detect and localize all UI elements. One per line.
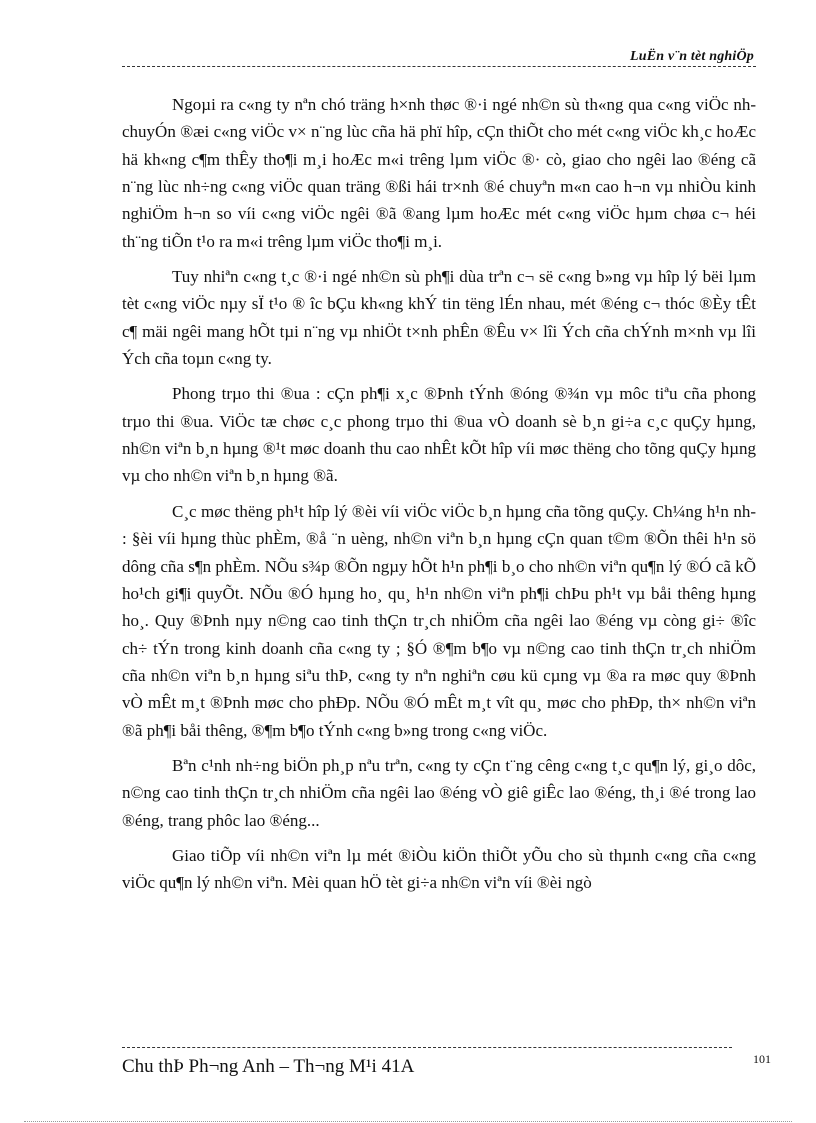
- paragraph: Tuy nhiªn c«ng t¸c ®·i ngé nh©n sù ph¶i dùa trªn c¬ së c«ng b»ng vµ hîp lý bëi lµm tèt c«ng viÖc nµy sÏ t¹o ® îc bÇu kh«ng khÝ tin tëng lÉn nhau, mét ®éng c¬ thóc ®Èy tÊt c¶ mäi ngêi mang hÕt tµi n¨ng vµ nhiÖt t×nh phÊn ®Êu v× lîi Ých cña chÝnh m×nh vµ lîi Ých cña toµn c«ng ty.: [122, 267, 756, 369]
- paragraph: Phong trµo thi ®ua : cÇn ph¶i x¸c ®Þnh tÝnh ®óng ®¾n vµ môc tiªu cña phong trµo thi ®ua. ViÖc tæ chøc c¸c phong trµo thi ®ua vÒ doanh sè b¸n gi÷a c¸c quÇy hµng, nh©n viªn b¸n hµng ®¹t møc doanh thu cao nhÊt kÕt hîp víi møc thëng cho tõng quÇy hµng vµ cho nh©n viªn b¸n hµng ®ã.: [122, 384, 756, 486]
- paragraph: Bªn c¹nh nh÷ng biÖn ph¸p nªu trªn, c«ng ty cÇn t¨ng cêng c«ng t¸c qu¶n lý, gi¸o dôc, n©ng cao tinh thÇn tr¸ch nhiÖm cña ngêi lao ®éng vÒ giê giÊc lao ®éng, th¸i ®é trong lao ®éng, trang phôc lao ®éng...: [122, 755, 756, 830]
- header-divider: [122, 66, 756, 67]
- paragraph: Giao tiÕp víi nh©n viªn lµ mét ®iÒu kiÖn thiÕt yÕu cho sù thµnh c«ng cña c«ng viÖc qu¶n lý nh©n viªn. Mèi quan hÖ tèt gi÷a nh©n viªn víi ®èi ngò: [122, 845, 756, 893]
- body-text: [122, 91, 756, 905]
- paragraph: Ngoµi ra c«ng ty nªn chó träng h×nh thøc ®·i ngé nh©n sù th«ng qua c«ng viÖc nh chuyÓn ®æi c«ng viÖc v× n¨ng lùc cña hä phï hîp, cÇn thiÕt cho mét c«ng viÖc kh¸c hoÆc hä kh«ng c¶m thÊy tho¶i m¸i hoÆc m«i trêng lµm viÖc ®· cò, giao cho ngêi lao ®éng cã n¨ng lùc nh÷ng c«ng viÖc quan träng ®ßi hái tr×nh ®é chuyªn m«n cao h¬n vµ nhiÒu kinh nghiÖm h¬n so víi c«ng viÖc ngêi ®ã ®ang lµm hoÆc mét c«ng viÖc hµm chøa c¬ héi th¨ng tiÕn t¹o ra m«i trêng lµm viÖc tho¶i m¸i.: [122, 95, 756, 251]
- footer-divider: [122, 1047, 732, 1048]
- footer-text: Chu thÞ Ph¬ng Anh – Th¬ng M¹i 41A: [122, 1056, 415, 1077]
- paragraph: C¸c møc thëng ph¹t hîp lý ®èi víi viÖc viÖc b¸n hµng cña tõng quÇy. Ch¼ng h¹n nh : §èi víi hµng thùc phÈm, ®å ¨n uèng, nh©n viªn b¸n hµng cÇn quan t©m ®Õn thêi h¹n sö dông cña s¶n phÈm. NÕu s¾p ®Õn ngµy hÕt h¹n ph¶i b¸o cho nh©n viªn qu¶n lý ®Ó cã kÕ ho¹ch gi¶i quyÕt. NÕu ®Ó hµng ho¸ qu¸ h¹n nh©n viªn ph¶i chÞu ph¹t vµ båi thêng hµng ho¸. Quy ®Þnh nµy n©ng cao tinh thÇn tr¸ch nhiÖm cña ngêi lao ®éng vµ còng gi÷ ®îc ch÷ tÝn trong kinh doanh cña c«ng ty ; §Ó ®¶m b¶o vµ n©ng cao tinh thÇn tr¸ch nhiÖm cña nh©n viªn b¸n hµng siªu thÞ, c«ng ty nªn nghiªn cøu kü cµng vµ ®a ra møc quy ®Þnh vÒ mÊt m¸t ®Þnh møc cho phÐp. NÕu ®Ó mÊt m¸t vît qu¸ møc cho phÐp, th× nh©n viªn ®ã ph¶i båi thêng, ®¶m b¶o tÝnh c«ng b»ng trong c«ng viÖc.: [122, 501, 756, 740]
- header-title: LuËn v¨n tèt nghiÖp: [630, 49, 754, 64]
- page-bottom-edge: [24, 1121, 792, 1122]
- page-number: 101: [753, 1052, 771, 1066]
